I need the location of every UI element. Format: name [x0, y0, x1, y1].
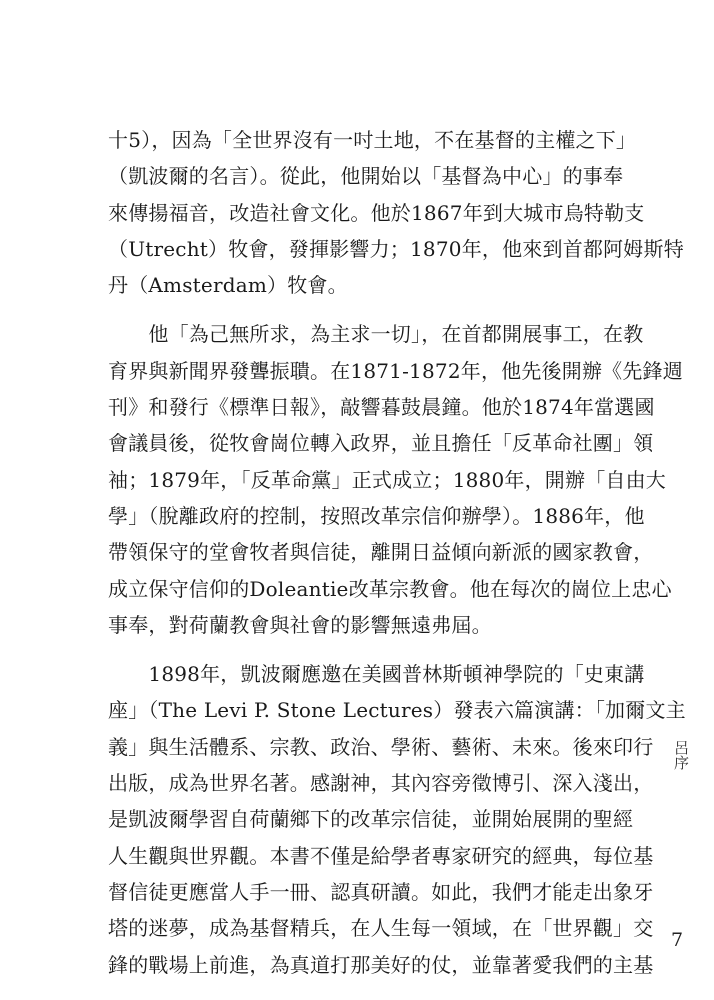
paragraph-spacer [108, 643, 623, 656]
text-line: 鋒的戰場上前進，為真道打那美好的仗，並靠著愛我們的主基 [108, 952, 654, 977]
text-line: 塔的迷夢，成為基督精兵，在人生每一領域，在「世界觀」交 [108, 916, 654, 941]
text-line: 他「為己無所求，為主求一切」，在首都開展事工，在教 [108, 322, 644, 347]
text-line: （Utrecht）牧會，發揮影響力；1870年，他來到首都阿姆斯特 [108, 236, 684, 261]
text-line: 學」（脫離政府的控制，按照改革宗信仰辦學）。1886年，他 [108, 503, 645, 528]
text-line: 成立保守信仰的Doleantie改革宗教會。他在每次的崗位上忠心 [108, 576, 672, 601]
text-line: 事奉，對荷蘭教會與社會的影響無遠弗屆。 [108, 612, 492, 637]
text-line: 刊》和發行《標準日報》，敲響暮鼓晨鐘。他於1874年當選國 [108, 395, 655, 420]
text-line: 人生觀與世界觀。本書不僅是給學者專家研究的經典，每位基 [108, 843, 654, 868]
text-line: 座」（The Levi P. Stone Lectures）發表六篇演講：「加爾文主 [108, 698, 686, 723]
text-line: 帶領保守的堂會牧者與信徒，離開日益傾向新派的國家教會， [108, 540, 654, 565]
text-line: （凱波爾的名言）。從此，他開始以「基督為中心」的事奉 [108, 164, 624, 189]
page-number: 7 [671, 929, 684, 951]
text-line: 1898年，凱波爾應邀在美國普林斯頓神學院的「史東講 [108, 662, 645, 687]
text-line: 丹（Amsterdam）牧會。 [108, 273, 348, 298]
text-line: 義」與生活體系、宗教、政治、學術、藝術、未來。後來印行 [108, 734, 654, 759]
section-margin-label: 呂序 [672, 740, 690, 770]
text-line: 袖；1879年，「反革命黨」正式成立；1880年，開辦「自由大 [108, 467, 666, 492]
text-line: 是凱波爾學習自荷蘭鄉下的改革宗信徒，並開始展開的聖經 [108, 807, 634, 832]
text-line: 督信徒更應當人手一冊、認真研讀。如此，我們才能走出象牙 [108, 879, 654, 904]
paragraph-1 [108, 122, 684, 303]
text-line: 會議員後，從牧會崗位轉入政界，並且擔任「反革命社團」領 [108, 431, 654, 456]
text-line: 育界與新聞界發聾振聵。在1871-1872年，他先後開辦《先鋒週 [108, 358, 683, 383]
paragraph-spacer [108, 303, 623, 316]
paragraph-2 [108, 316, 683, 643]
text-line: 十5），因為「全世界沒有一吋土地，不在基督的主權之下」 [108, 128, 637, 152]
text-line: 出版，成為世界名著。感謝神，其內容旁徵博引、深入淺出， [108, 771, 654, 796]
text-line: 來傳揚福音，改造社會文化。他於1867年到大城市烏特勒支 [108, 200, 645, 225]
